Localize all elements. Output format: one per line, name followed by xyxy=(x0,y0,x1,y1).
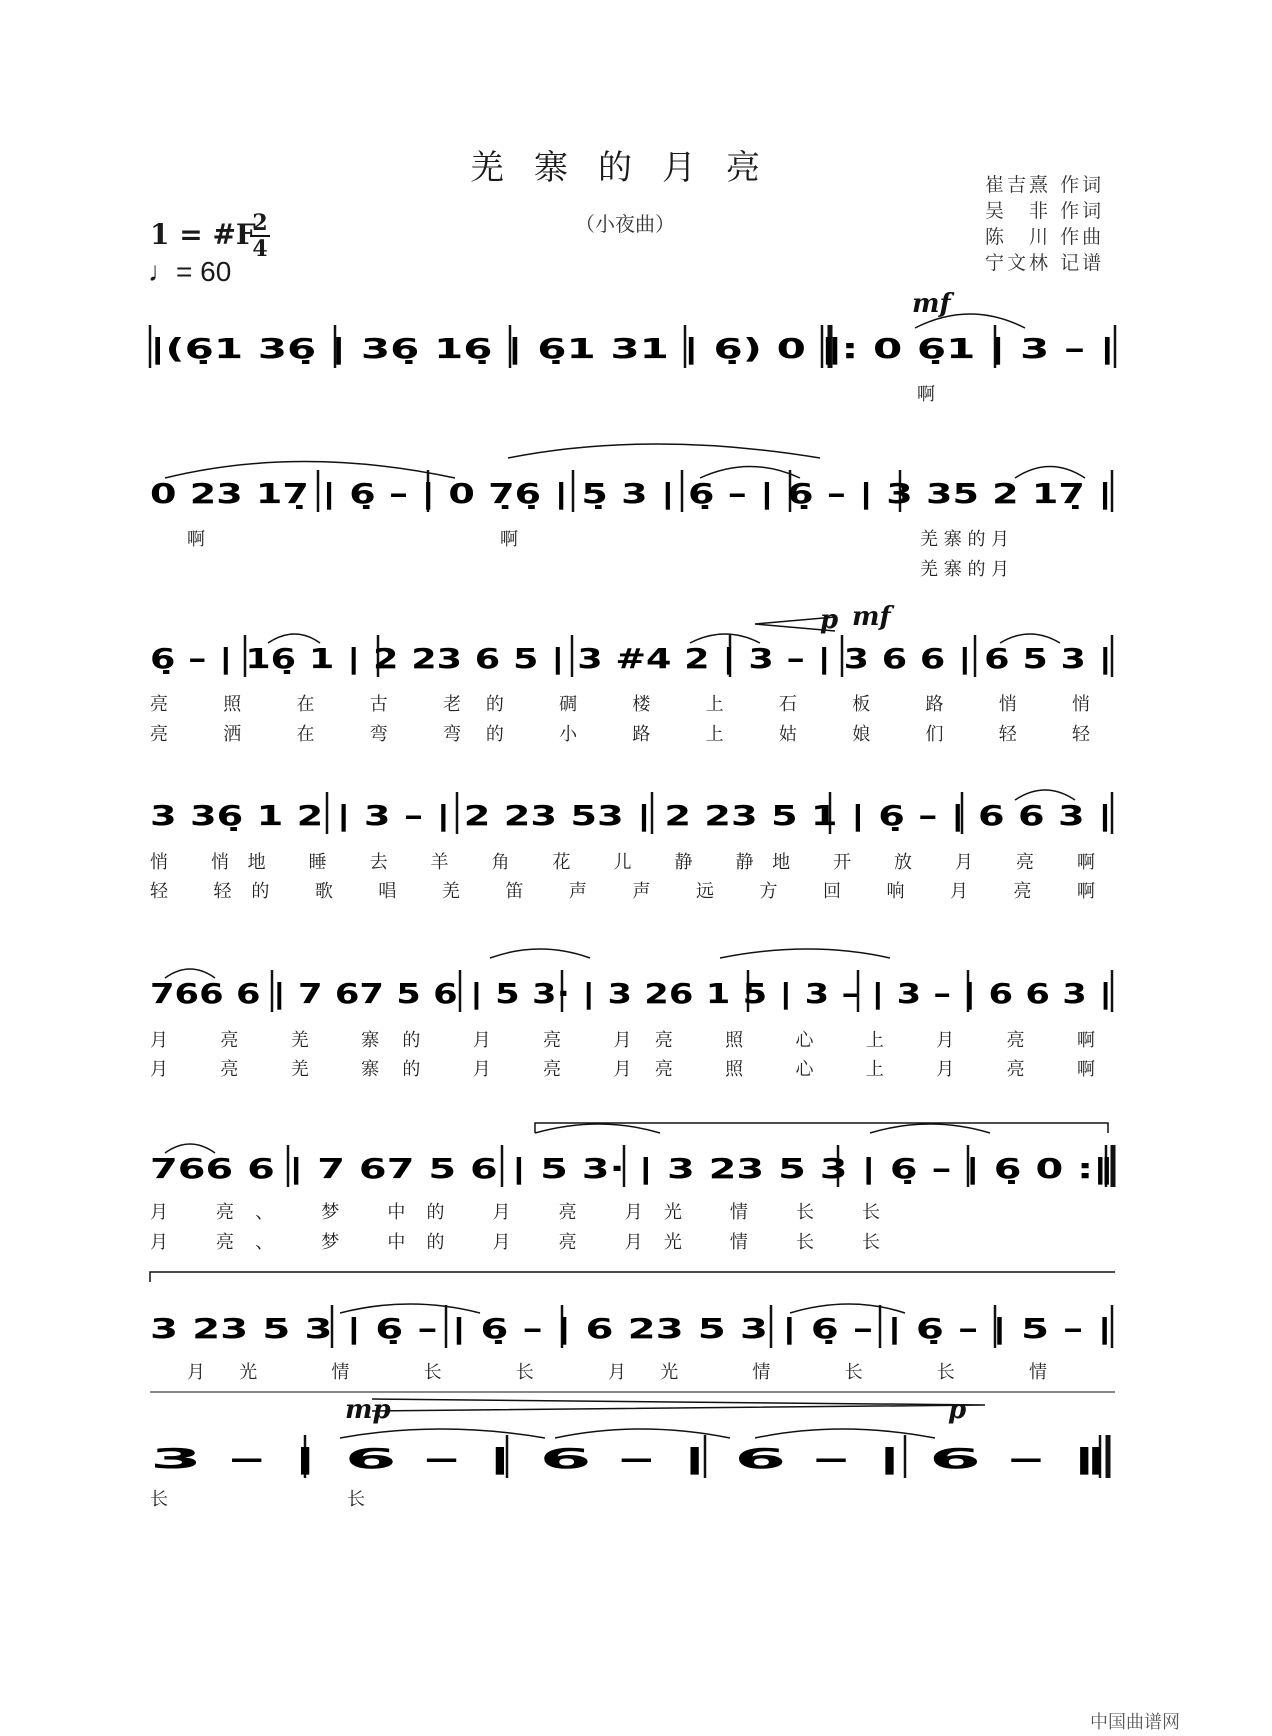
footer-watermark: 中国曲谱网 xyxy=(1090,1712,1180,1733)
lyrics-line-5a: 月 亮 羌 寨的 月 亮 月亮 照 心 上 月 亮 啊 xyxy=(150,1030,1095,1051)
lyrics-line-2d: 羌 寨 的 月 xyxy=(920,559,1010,580)
credit-transcriber: 宁文林 记谱 xyxy=(985,252,1105,274)
lyrics-line-2b: 啊 xyxy=(500,529,518,550)
time-signature-top: 2 xyxy=(252,210,268,236)
credit-lyricist-2: 吴 非 作词 xyxy=(985,200,1105,222)
dynamic-mf: mf xyxy=(852,602,891,632)
lyrics-line-2a: 啊 xyxy=(187,529,205,550)
tempo-marking: ♩= 60 xyxy=(148,256,232,287)
credit-composer: 陈 川 作曲 xyxy=(985,226,1105,248)
lyrics-line-4b: 轻 轻的 歌 唱 羌 笛 声 声 远 方 回 响 月 亮 啊 xyxy=(150,881,1095,902)
dynamic-p: p xyxy=(820,605,839,635)
score-title: 羌寨的月亮 xyxy=(470,148,790,188)
notes-line-8: 3 – | 6 – | 6 – | 6 – | 6 – ‖ xyxy=(150,1442,1108,1475)
notes-line-1: |(6̣1 36̣ | 36̣ 16̣ | 6̣1 31 | 6̣) 0 ‖: 0 6̣1 | 3 – | xyxy=(150,332,1115,365)
lyrics-line-2c: 羌 寨 的 月 xyxy=(920,529,1010,550)
key-signature: 1 = #F xyxy=(150,218,256,251)
lyrics-line-3b: 亮 洒 在 弯 弯的 小 路 上 姑 娘 们 轻 轻 xyxy=(150,724,1090,745)
lyrics-line-7: 月光 情 长 长 月光 情 长 长 情 xyxy=(187,1362,1047,1383)
dynamic-p: p xyxy=(948,1395,967,1425)
lyrics-line-8: 长 长 xyxy=(150,1489,365,1510)
time-signature-bottom: 4 xyxy=(252,236,268,262)
notes-line-5: 766 6 | 7 67 5 6 | 5 3· | 3 26 1 5 | 3 – | 3 – | 6 6 3 | xyxy=(150,977,1112,1010)
notes-line-2: 0 23 17̣ | 6̣ – | 0 7̣6̣ | 5̣ 3 | 6̣ – | 6̣ – | 3 35 2 17̣ | xyxy=(150,477,1112,510)
notes-line-6: 766 6 | 7 67 5 6 | 5 3· | 3 23 5 3 | 6̣ – | 6̣ 0 :‖ xyxy=(150,1152,1113,1185)
lyrics-line-6a: 月 亮、 梦 中的 月 亮 月光 情 长 长 xyxy=(150,1202,881,1223)
lyrics-line-4a: 悄 悄地 睡 去 羊 角 花 儿 静 静地 开 放 月 亮 啊 xyxy=(150,852,1095,873)
score-subtitle: （小夜曲） xyxy=(575,212,675,236)
lyrics-line-5b: 月 亮 羌 寨的 月 亮 月亮 照 心 上 月 亮 啊 xyxy=(150,1059,1095,1080)
lyrics-line-3a: 亮 照 在 古 老的 碉 楼 上 石 板 路 悄 悄 xyxy=(150,694,1090,715)
credit-lyricist-1: 崔吉熹 作词 xyxy=(985,174,1105,196)
notes-line-4: 3 36̣ 1 2 | 3 – | 2 23 53 | 2 23 5 1 | 6̣ – | 6 6 3 | xyxy=(150,799,1112,832)
lyrics-line-1: 啊 xyxy=(917,384,935,405)
notes-line-3: 6̣ – | 16̣ 1 | 2 23 6 5 | 3 #4 2 | 3 – | 3 6 6 | 6 5 3 | xyxy=(150,642,1112,675)
dynamic-mp: mp xyxy=(345,1395,391,1425)
lyrics-line-6b: 月 亮、 梦 中的 月 亮 月光 情 长 长 xyxy=(150,1232,881,1253)
dynamic-mf: mf xyxy=(912,289,951,319)
notes-line-7: 3 23 5 3 | 6̣ – | 6̣ – | 6 23 5 3 | 6̣ – | 6̣ – | 5 – | xyxy=(150,1312,1112,1345)
